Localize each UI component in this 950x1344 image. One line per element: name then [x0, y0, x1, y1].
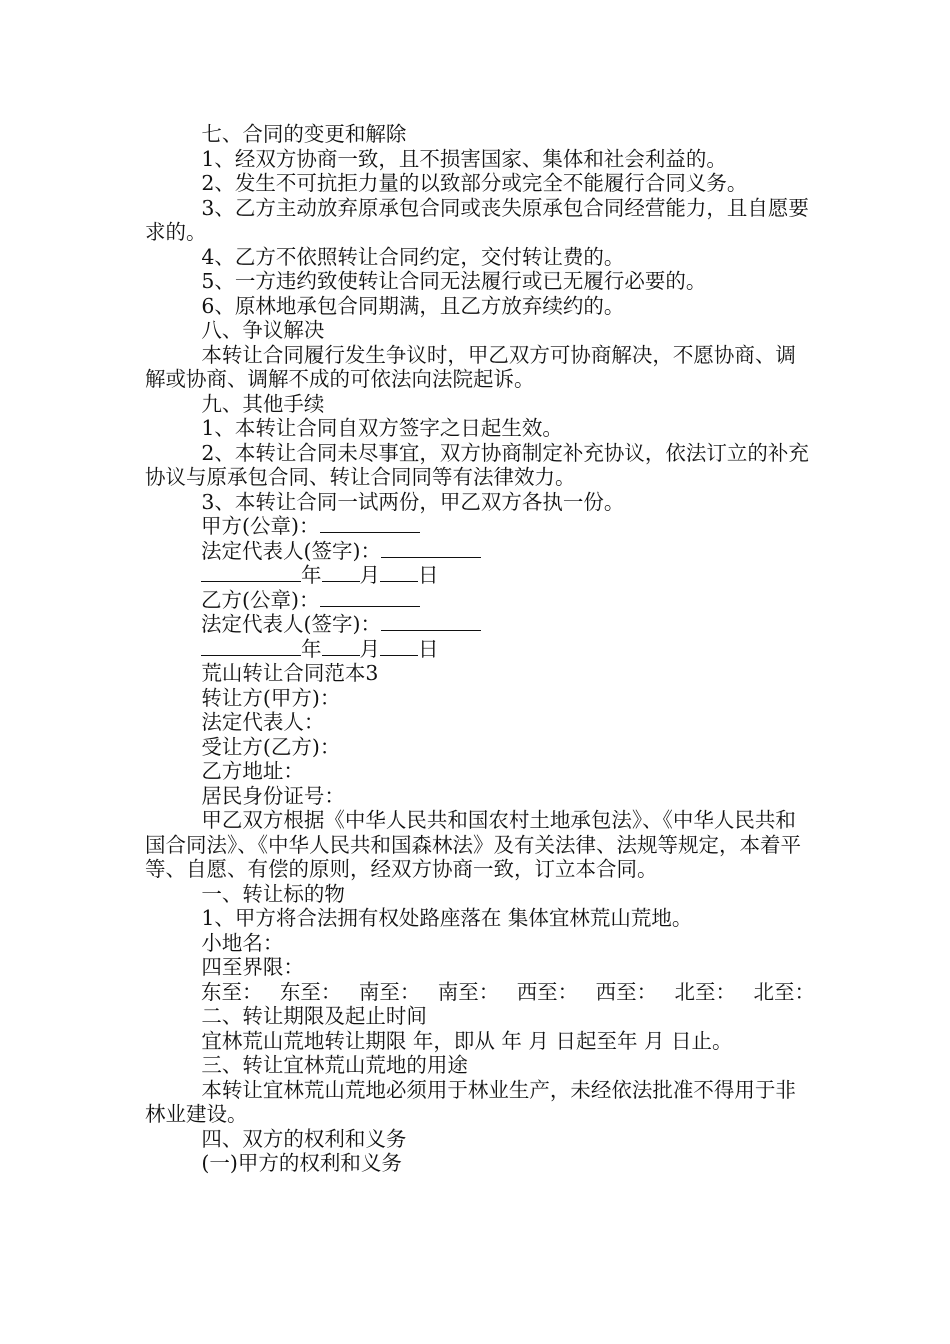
c3-section-3-title: 三、转让宜林荒山荒地的用途 — [201, 1053, 468, 1077]
party-a-rep-label: 法定代表人(签字)： — [201, 538, 381, 563]
c3-section-4-title: 四、双方的权利和义务 — [201, 1126, 407, 1151]
section-9-title: 九、其他手续 — [201, 391, 325, 416]
party-b-seal-blank — [320, 588, 420, 607]
boundary-item: 北至： — [674, 979, 737, 1004]
place-name-field: 小地名： — [201, 930, 284, 955]
transferor-field: 转让方(甲方)： — [201, 685, 341, 710]
section-7-item-5: 5、一方违约致使转让合同无法履行或已无履行必要的。 — [201, 269, 707, 293]
section-8-text: 本转让合同履行发生争议时，甲乙双方可协商解决，不愿协商、调解或协商、调解不成的可依法向法院起诉。 — [145, 342, 796, 391]
party-b-day-blank — [380, 637, 418, 656]
party-a-seal-blank — [320, 514, 420, 533]
party-a-rep-blank — [381, 539, 481, 558]
party-a-rep-line — [145, 539, 815, 564]
section-9-item-3: 3、本转让合同一试两份，甲乙双方各执一份。 — [201, 489, 625, 514]
c3-section-2-text: 宜林荒山荒地转让期限 年，即从 年 月 日起至年 月 日止。 — [201, 1028, 733, 1053]
section-7-item-2: 2、发生不可抗拒力量的以致部分或完全不能履行合同义务。 — [201, 171, 748, 195]
party-a-seal-label: 甲方(公章)： — [201, 514, 320, 538]
party-b-rep-blank — [381, 612, 481, 631]
section-7-title: 七、合同的变更和解除 — [201, 122, 407, 146]
section-9-item-1: 1、本转让合同自双方签字之日起生效。 — [201, 416, 563, 440]
section-9-item-2: 2、本转让合同未尽事宜，双方协商制定补充协议，依法订立的补充协议与原承包合同、转让合同同等有法律效力。 — [145, 440, 809, 489]
party-a-month-blank — [322, 563, 360, 582]
preamble-text: 甲乙双方根据《中华人民共和国农村土地承包法》、《中华人民共和国合同法》、《中华人民共和国森林法》及有关法律、法规等规定，本着平等、自愿、有偿的原则，经双方协商一致，订立本合同。 — [145, 808, 801, 881]
party-a-seal-line — [145, 514, 815, 539]
boundary-item: 西至： — [595, 979, 658, 1004]
boundaries-field: 四至界限： — [201, 955, 304, 979]
party-a-date-line — [145, 563, 815, 588]
party-a-month-label: 月 — [359, 563, 380, 587]
party-b-seal-line — [145, 588, 815, 613]
party-b-day-label: 日 — [418, 636, 439, 661]
party-b-seal-label: 乙方(公章)： — [201, 587, 320, 612]
c3-section-3-text: 本转让宜林荒山荒地必须用于林业生产，未经依法批准不得用于非林业建设。 — [145, 1077, 796, 1126]
boundary-item: 北至： — [753, 979, 815, 1004]
party-b-rep-line — [145, 612, 815, 637]
section-7-item-4: 4、乙方不依照转让合同约定，交付转让费的。 — [201, 244, 625, 269]
contract-3-title: 荒山转让合同范本3 — [201, 661, 379, 685]
boundary-item: 东至： — [201, 979, 263, 1004]
boundary-item: 南至： — [358, 979, 421, 1004]
party-b-date-line — [145, 637, 815, 662]
party-a-year-blank — [201, 563, 301, 582]
section-7-item-1: 1、经双方协商一致，且不损害国家、集体和社会利益的。 — [201, 146, 727, 171]
section-8-title: 八、争议解决 — [201, 318, 325, 342]
c3-section-2-title: 二、转让期限及起止时间 — [201, 1004, 427, 1028]
c3-section-1-item-1: 1、甲方将合法拥有权处路座落在 集体宜林荒山荒地。 — [201, 906, 693, 930]
c3-section-4-sub-1: (一)甲方的权利和义务 — [201, 1151, 402, 1175]
party-a-year-label: 年 — [301, 563, 322, 587]
party-b-year-blank — [201, 637, 301, 656]
legal-rep-field: 法定代表人： — [201, 710, 325, 734]
boundary-item: 南至： — [437, 979, 500, 1004]
party-b-month-blank — [322, 637, 360, 656]
party-b-rep-label: 法定代表人(签字)： — [201, 612, 381, 636]
c3-section-1-title: 一、转让标的物 — [201, 881, 345, 906]
section-7-item-3: 3、乙方主动放弃原承包合同或丧失原承包合同经营能力，且自愿要求的。 — [145, 195, 809, 244]
party-b-month-label: 月 — [359, 636, 380, 661]
party-b-address-field: 乙方地址： — [201, 759, 304, 783]
party-a-day-blank — [380, 563, 418, 582]
boundary-item: 东至： — [279, 979, 342, 1004]
section-7-item-6: 6、原林地承包合同期满，且乙方放弃续约的。 — [201, 293, 625, 318]
document-body — [145, 122, 815, 1176]
transferee-field: 受让方(乙方)： — [201, 734, 341, 759]
party-b-year-label: 年 — [301, 636, 322, 661]
boundary-item: 西至： — [516, 979, 579, 1004]
boundary-row — [145, 980, 815, 1005]
party-a-day-label: 日 — [418, 563, 439, 587]
id-number-field: 居民身份证号： — [201, 783, 345, 808]
